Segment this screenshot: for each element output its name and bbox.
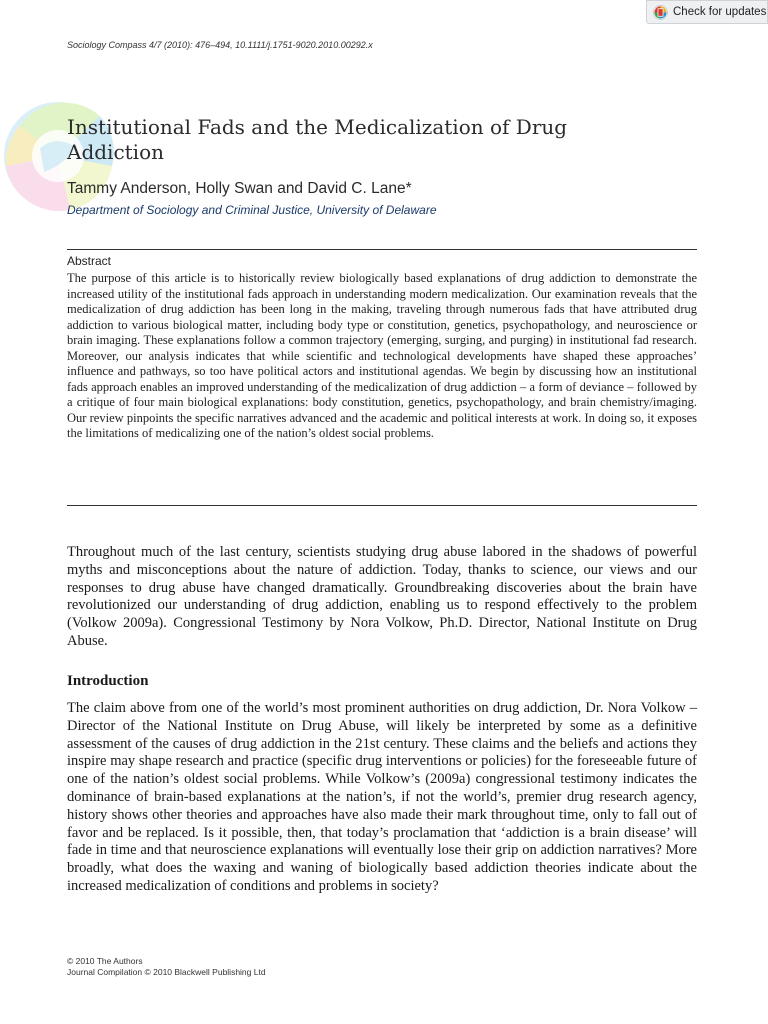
- check-for-updates-label: Check for updates: [673, 6, 767, 18]
- abstract-heading: Abstract: [67, 254, 112, 268]
- compilation-line: Journal Compilation © 2010 Blackwell Publishing Ltd: [67, 966, 266, 977]
- journal-citation: Sociology Compass 4/7 (2010): 476–494, 10.1111/j.1751-9020.2010.00292.x: [67, 40, 373, 50]
- abstract-bottom-rule: [67, 505, 697, 506]
- introduction-heading: Introduction: [67, 673, 149, 689]
- crossmark-icon: [653, 5, 668, 20]
- affiliation: Department of Sociology and Criminal Justice, University of Delaware: [67, 203, 437, 217]
- abstract-text: The purpose of this article is to historically review biologically based explanations of drug addiction to demonstrate the increased utility of the institutional fads approach in understanding modern medicalization. Our examination reveals that the medicalization of drug addiction has been long in the making, traveling through numerous fads that have attributed drug addiction to various biological matter, including body type or constitution, genetics, psychopathology, and neuroscience or brain imaging. These explanations follow a common trajectory (emerging, surging, and purging) in institutional fad research. Moreover, our analysis indicates that while scientific and technological developments have shaped these approaches’ influence and pathways, so too have political actors and institutional agendas. We begin by discussing how an institutional fads approach enables an improved understanding of the medicalization of drug addiction – a form of deviance – followed by a critique of four main biological explanations: body constitution, genetics, psychopathology, and brain chemistry/imaging. Our review pinpoints the specific narratives advanced and the academic and political interests at work. In doing so, it exposes the limitations of medicalizing one of the nation’s oldest social problems.: [67, 271, 697, 440]
- check-for-updates-button[interactable]: [646, 0, 768, 24]
- abstract-top-rule: [67, 249, 697, 250]
- article-title: Institutional Fads and the Medicalization of Drug Addiction: [67, 115, 568, 164]
- page-footer: [67, 956, 266, 977]
- authors: Tammy Anderson, Holly Swan and David C. Lane*: [67, 180, 412, 197]
- copyright-line: © 2010 The Authors: [67, 956, 143, 966]
- introduction-paragraph: The claim above from one of the world’s most prominent authorities on drug addiction, Dr. Nora Volkow – Director of the National Institute on Drug Abuse, will likely be interpreted by some as a definitive assessment of the causes of drug addiction in the 21st century. These claims and the beliefs and actions they inspire may shape research and practice (specific drug interventions or policies) for the foreseeable future of one of the nation’s oldest social problems. While Volkow’s (2009a) congressional testimony indicates the dominance of brain-based explanations at the nation’s, if not the world’s, premier drug research agency, history shows other theories and approaches have also made their mark throughout time, only to fall out of favor and be replaced. Is it possible, then, that today’s proclamation that ‘addiction is a brain disease’ will fade in time and that neuroscience explanations will eventually lose their grip on addiction narratives? More broadly, what does the waxing and waning of biologically based addiction theories indicate about the increased medicalization of conditions and problems in society?: [67, 700, 697, 894]
- epigraph-quote: Throughout much of the last century, scientists studying drug abuse labored in the shadows of powerful myths and misconceptions about the nature of addiction. Today, thanks to science, our views and our responses to drug abuse have changed dramatically. Groundbreaking discoveries about the brain have revolutionized our understanding of drug addiction, enabling us to respond effectively to the problem (Volkow 2009a). Congressional Testimony by Nora Volkow, Ph.D. Director, National Institute on Drug Abuse.: [67, 544, 697, 649]
